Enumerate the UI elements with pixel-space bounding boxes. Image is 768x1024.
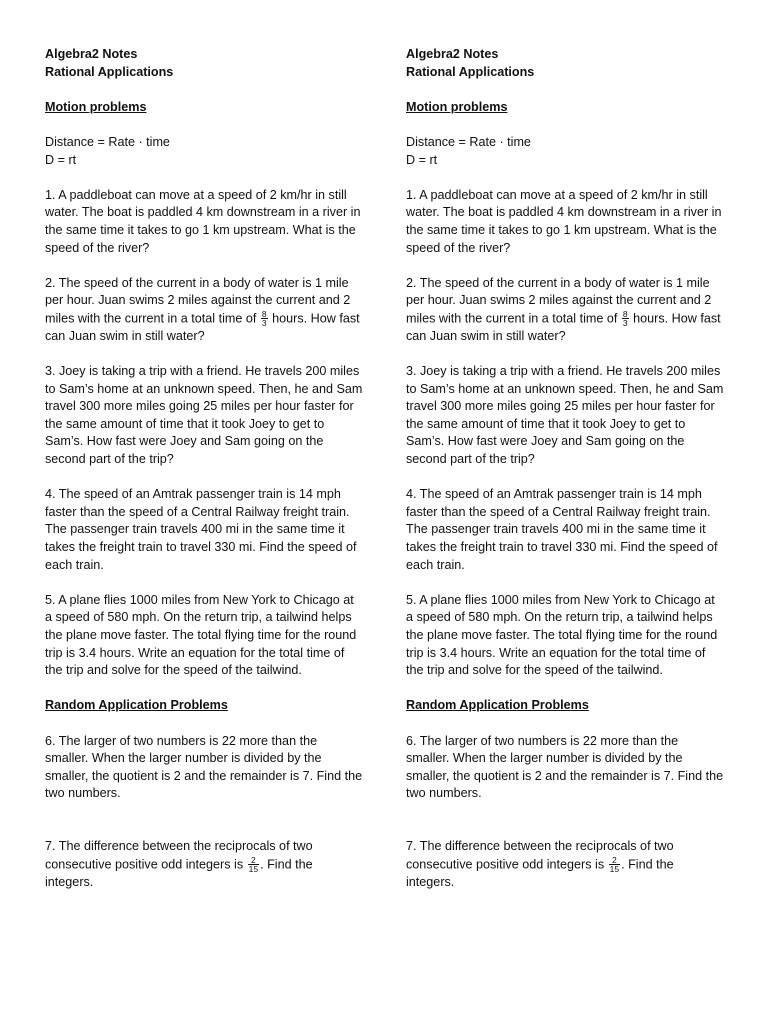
problem-4: 4. The speed of an Amtrak passenger train is 14 mph faster than the speed of a Central Railway freight train. The passenger train travels 400 mi in the same time it takes the freight train to travel 330 mi. Find the speed of each train. — [406, 487, 718, 572]
fraction-numerator: 8 — [622, 308, 628, 319]
right-column — [406, 46, 724, 891]
problem-7-text-b: . Find the integers. — [406, 856, 674, 889]
header-subtitle: Rational Applications — [45, 64, 174, 79]
problem-1: 1. A paddleboat can move at a speed of 2 km/hr in still water. The boat is paddled 4 km downstream in a river in the same time it takes to go 1 km upstream. What is the speed of the river? — [45, 187, 361, 255]
fraction — [622, 310, 629, 328]
formula-block — [406, 134, 724, 169]
problem-5: 5. A plane flies 1000 miles from New York to Chicago at a speed of 580 mph. On the return trip, a tailwind helps the plane move faster. The total flying time for the round trip is 3.4 hours. Write an equation for the total time of the trip and solve for the speed of the tailwind. — [45, 592, 357, 678]
fraction — [609, 856, 620, 874]
formula-block — [45, 134, 363, 169]
fraction-denominator: 3 — [622, 318, 628, 329]
header-title: Algebra2 Notes — [45, 47, 138, 61]
section-heading-motion: Motion problems — [45, 99, 147, 114]
problem-7 — [45, 838, 363, 891]
fraction-numerator: 8 — [261, 308, 267, 319]
problem-2-text-a: 2. The speed of the current in a body of water is 1 mile per hour. Juan swims 2 miles against the current and 2 miles with the current in a total time of — [45, 275, 351, 326]
problem-6: 6. The larger of two numbers is 22 more than the smaller. When the larger number is divided by the smaller, the quotient is 2 and the remainder is 7. Find the two numbers. — [406, 733, 724, 801]
formula-line-2: D = rt — [406, 152, 438, 167]
problem-7-text-a: 7. The difference between the reciprocals of two consecutive positive odd integers is — [45, 838, 313, 871]
fraction-denominator: 3 — [261, 318, 267, 329]
problem-7-text-b: . Find the integers. — [45, 856, 313, 889]
problem-7 — [406, 838, 724, 891]
problem-5: 5. A plane flies 1000 miles from New York to Chicago at a speed of 580 mph. On the return trip, a tailwind helps the plane move faster. The total flying time for the round trip is 3.4 hours. Write an equation for the total time of the trip and solve for the speed of the tailwind. — [406, 592, 718, 678]
fraction-denominator: 15 — [248, 864, 259, 875]
problem-6: 6. The larger of two numbers is 22 more than the smaller. When the larger number is divided by the smaller, the quotient is 2 and the remainder is 7. Find the two numbers. — [45, 733, 363, 801]
header-title: Algebra2 Notes — [406, 47, 499, 61]
section-heading-random: Random Application Problems — [406, 698, 589, 713]
problem-2 — [45, 275, 363, 346]
fraction — [261, 310, 268, 328]
formula-line-1: Distance = Rate · time — [45, 134, 170, 149]
problem-1: 1. A paddleboat can move at a speed of 2 km/hr in still water. The boat is paddled 4 km downstream in a river in the same time it takes to go 1 km upstream. What is the speed of the river? — [406, 187, 722, 255]
formula-line-1: Distance = Rate · time — [406, 134, 531, 149]
problem-4: 4. The speed of an Amtrak passenger train is 14 mph faster than the speed of a Central Railway freight train. The passenger train travels 400 mi in the same time it takes the freight train to travel 330 mi. Find the speed of each train. — [45, 487, 357, 572]
formula-line-2: D = rt — [45, 152, 77, 167]
problem-2-text-b: hours. How fast can Juan swim in still water? — [406, 311, 721, 343]
problem-7-text-a: 7. The difference between the reciprocals of two consecutive positive odd integers is — [406, 838, 674, 871]
fraction-numerator: 2 — [248, 856, 259, 866]
fraction-denominator: 15 — [609, 864, 620, 875]
problem-2-text-b: hours. How fast can Juan swim in still water? — [45, 311, 360, 343]
left-column — [45, 46, 363, 891]
section-heading-random: Random Application Problems — [45, 698, 228, 713]
problem-2-text-a: 2. The speed of the current in a body of water is 1 mile per hour. Juan swims 2 miles against the current and 2 miles with the current in a total time of — [406, 275, 712, 326]
header-subtitle: Rational Applications — [406, 64, 535, 79]
problem-3: 3. Joey is taking a trip with a friend. He travels 200 miles to Sam’s home at an unknown speed. Then, he and Sam travel 300 more miles going 25 miles per hour faster for the same amount of time that it took Joey to get to Sam’s. How fast were Joey and Sam going on the second part of the trip? — [45, 364, 363, 467]
section-heading-motion: Motion problems — [406, 99, 508, 114]
fraction — [248, 856, 259, 874]
fraction-numerator: 2 — [609, 856, 620, 866]
problem-2 — [406, 275, 724, 346]
problem-3: 3. Joey is taking a trip with a friend. He travels 200 miles to Sam’s home at an unknown speed. Then, he and Sam travel 300 more miles going 25 miles per hour faster for the same amount of time that it took Joey to get to Sam’s. How fast were Joey and Sam going on the second part of the trip? — [406, 364, 724, 467]
